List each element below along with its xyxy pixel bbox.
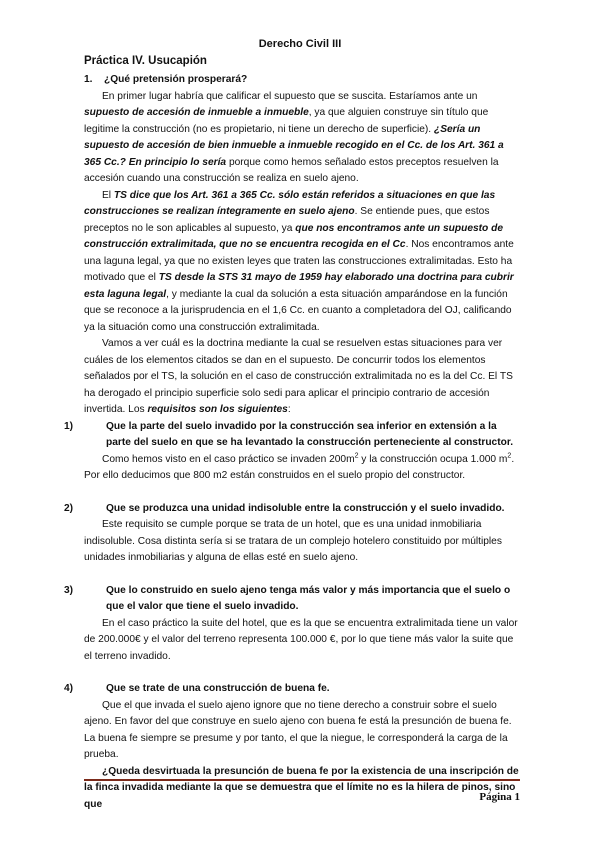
requirement-number: 4)	[64, 683, 74, 694]
requirement-2-heading	[64, 501, 520, 518]
document-body	[64, 72, 520, 813]
practice-title: Práctica IV. Usucapión	[84, 55, 207, 67]
footer-rule	[84, 779, 520, 781]
question-text: ¿Qué pretensión prosperará?	[104, 74, 248, 85]
requirement-2-body: Este requisito se cumple porque se trata de un hotel, que es una unidad inmobiliaria indisoluble. Cosa distinta sería si se tratara de un complejo hotelero constituido por múltiples unidades inmobiliarias y alguna de ellas esté en suelo ajeno.	[84, 519, 502, 563]
superscript: 2	[354, 452, 359, 460]
emphasis-run: supuesto de accesión de inmueble a inmueble	[84, 107, 309, 118]
text-run: Vamos a ver cuál es la doctrina mediante la cual se resuelven estas situaciones para ver cuáles de los elementos citados se dan en el supuesto. De concurrir todos los elementos señalados por el TS, la solución en el caso de construcción extralimitada no es la del Cc. El TS ha derogado el principio superficie solo sedi para aplicar el principio contrario de accesión invertida. Los	[84, 338, 513, 415]
text-run: . Nos encontramos ante una laguna legal, ya que no existen leyes que traten las construcciones extralimitadas. Esto ha motivado que el	[84, 239, 514, 283]
emphasis-run: ¿Sería un supuesto de accesión de bien inmueble a inmueble recogido en el Cc. de los Art. 361 a 365 Cc.? En principio lo sería	[84, 123, 504, 168]
paragraph-2	[84, 188, 520, 337]
requirement-text: Que lo construido en suelo ajeno tenga más valor y más importancia que el suelo o que el valor que tiene el suelo invadido.	[106, 584, 511, 612]
closing-question: ¿Queda desvirtuada la presunción de buena fe por la existencia de una inscripción de la finca invadida mediante la que se demuestra que el límite no es la hilera de pinos, sino que	[84, 765, 519, 810]
requirement-text: Que se trate de una construcción de buena fe.	[106, 683, 330, 694]
requirement-4-body: Que el que invada el suelo ajeno ignore que no tiene derecho a construir sobre el suelo ajeno. En favor del que construye en suelo ajeno con buena fe está la presunción de buena fe. La buena fe siempre se presume y por tanto, el que la niegue, le corresponderá la carga de la prueba.	[84, 699, 512, 760]
emphasis-run: TS dice que los Art. 361 a 365 Cc. sólo están referidos a situaciones en que las construcciones se realizan íntegramente en suelo ajeno	[84, 189, 496, 217]
requirement-3-body: En el caso práctico la suite del hotel, que es la que se encuentra extralimitada tiene un valor de 200.000€ y el valor del terreno representa 100.000 €, por lo que tiene más valor la suite que el terreno invadido.	[84, 617, 518, 662]
requirement-text: Que la parte del suelo invadido por la construcción sea inferior en extensión a la parte del suelo en que se ha levantado la construcción perteneciente al constructor.	[106, 420, 514, 448]
text-run: y la construcción ocupa 1.000 m	[358, 453, 508, 465]
page-number: Página 1	[479, 791, 520, 803]
question-number: 1.	[84, 74, 93, 85]
requirement-number: 3)	[64, 584, 74, 596]
requirement-1-body	[84, 452, 520, 485]
text-run: , ya que alguien construye sin título que legitime la construcción (no es propietario, ni tiene un derecho de superficie).	[84, 107, 489, 135]
superscript: 2	[507, 452, 512, 460]
spacer	[84, 665, 520, 681]
requirement-number: 2)	[64, 502, 74, 514]
paragraph-3	[84, 336, 520, 419]
question-heading	[84, 72, 520, 89]
text-run: , y mediante la cual da solución a esta situación amparándose en la función que se reconoce a la jurisprudencia en el 1,6 Cc. en cuanto a completadora del OJ, calificando ya la situación como una construcción extralimitada.	[84, 288, 512, 333]
emphasis-run: TS desde la STS 31 mayo de 1959 hay elaborado una doctrina para cubrir esta laguna legal	[84, 272, 514, 300]
requirement-4-heading	[64, 681, 520, 698]
paragraph-1	[84, 89, 520, 188]
emphasis-run: que nos encontramos ante un supuesto de construcción extralimitada, que no se encuentra recogida en el Cc	[84, 222, 503, 250]
requirement-1-heading	[64, 419, 520, 452]
text-run: . Por ello deducimos que 800 m2 están construidos en el suelo propio del constructor.	[84, 453, 515, 481]
text-run: Como hemos visto en el caso práctico se invaden 200m	[102, 453, 355, 465]
text-run: . Se entiende pues, que estos preceptos no le son aplicables al supuesto, ya	[84, 206, 490, 234]
text-run: :	[287, 404, 291, 415]
requirement-3-heading	[64, 583, 520, 616]
spacer	[84, 485, 520, 501]
text-run: El	[102, 189, 114, 201]
requirement-text: Que se produzca una unidad indisoluble entre la construcción y el suelo invadido.	[106, 502, 505, 514]
text-run: En primer lugar habría que calificar el supuesto que se suscita. Estaríamos ante un	[102, 90, 478, 102]
text-run: porque como hemos señalado estos preceptos resuelven la accesión cuando una construcción se realiza en suelo ajeno.	[84, 156, 499, 184]
requirement-number: 1)	[64, 420, 74, 432]
emphasis-run: requisitos son los siguientes	[147, 404, 288, 415]
document-title: Derecho Civil III	[258, 38, 342, 50]
spacer	[84, 567, 520, 583]
